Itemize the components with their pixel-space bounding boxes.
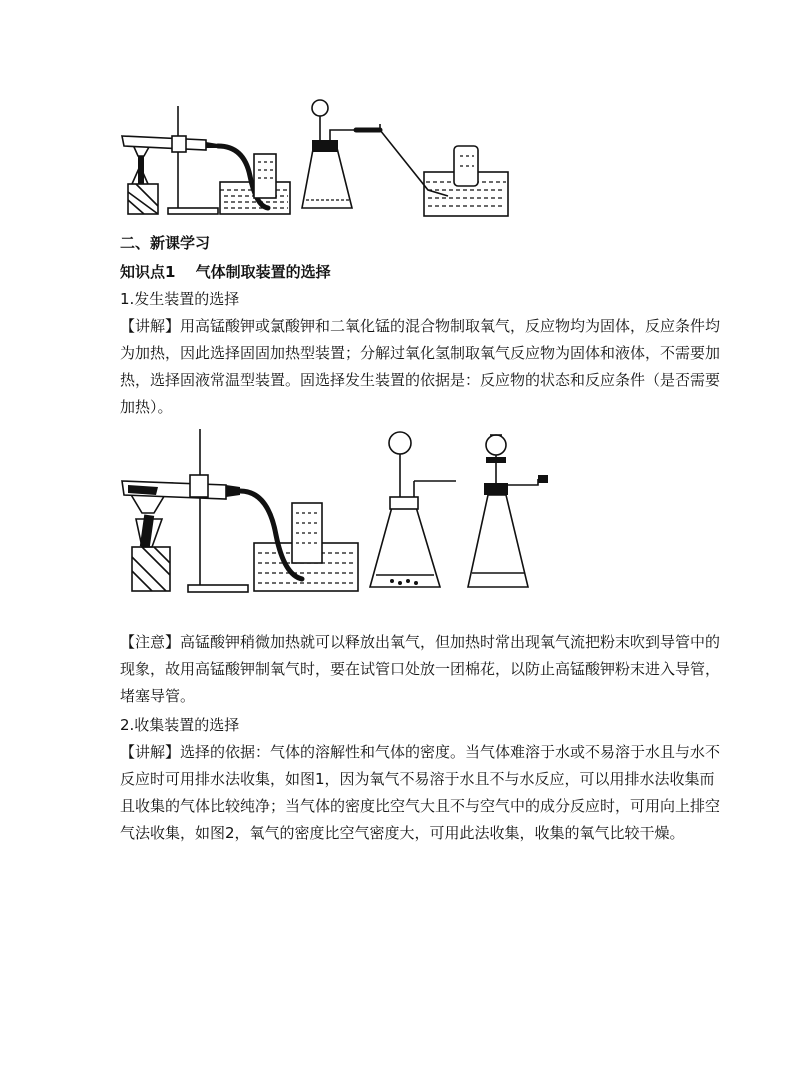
explanation-line-2: 为加热，因此选择固固加热型装置；分解过氧化氢制取氧气反应物为固体和液体，不需要加 bbox=[120, 344, 721, 362]
collection-line-1: 【讲解】选择的依据：气体的溶解性和气体的密度。当气体难溶于水或不易溶于水且与水不 bbox=[120, 743, 721, 761]
explanation-line-1: 【讲解】用高锰酸钾或氯酸钾和二氧化锰的混合物制取氧气，反应物均为固体，反应条件均 bbox=[120, 317, 721, 335]
top-apparatus-drawing bbox=[118, 96, 518, 224]
note-line-1: 【注意】高锰酸钾稍微加热就可以释放出氧气，但加热时常出现氧气流把粉末吹到导管中的 bbox=[120, 633, 721, 651]
explanation-line-3: 热，选择固液常温型装置。固选择发生装置的依据是：反应物的状态和反应条件（是否需要 bbox=[120, 371, 721, 389]
explanation-line-4: 加热）。 bbox=[120, 398, 173, 416]
section-title: 二、新课学习 bbox=[120, 234, 211, 252]
collection-line-2: 反应时可用排水法收集，如图1，因为氧气不易溶于水且不与水反应，可以用排水法收集而 bbox=[120, 770, 715, 788]
knowledge-point-heading: 知识点1 气体制取装置的选择 bbox=[120, 263, 331, 281]
top-apparatus-figure bbox=[118, 96, 518, 224]
collection-line-4: 气法收集，如图2，氧气的密度比空气密度大，可用此法收集，收集的氧气比较干燥。 bbox=[120, 824, 685, 842]
collection-line-3: 且收集的气体比较纯净；当气体的密度比空气大且不与空气中的成分反应时，可用向上排空 bbox=[120, 797, 721, 815]
subsection-heading-2: 2.收集装置的选择 bbox=[120, 716, 240, 734]
subsection-heading-1: 1.发生装置的选择 bbox=[120, 290, 240, 308]
note-line-3: 堵塞导管。 bbox=[120, 687, 196, 705]
note-line-2: 现象，故用高锰酸钾制氧气时，要在试管口处放一团棉花，以防止高锰酸钾粉末进入导管， bbox=[120, 660, 721, 678]
middle-apparatus-figure bbox=[118, 425, 558, 597]
middle-apparatus-drawing bbox=[118, 425, 558, 597]
